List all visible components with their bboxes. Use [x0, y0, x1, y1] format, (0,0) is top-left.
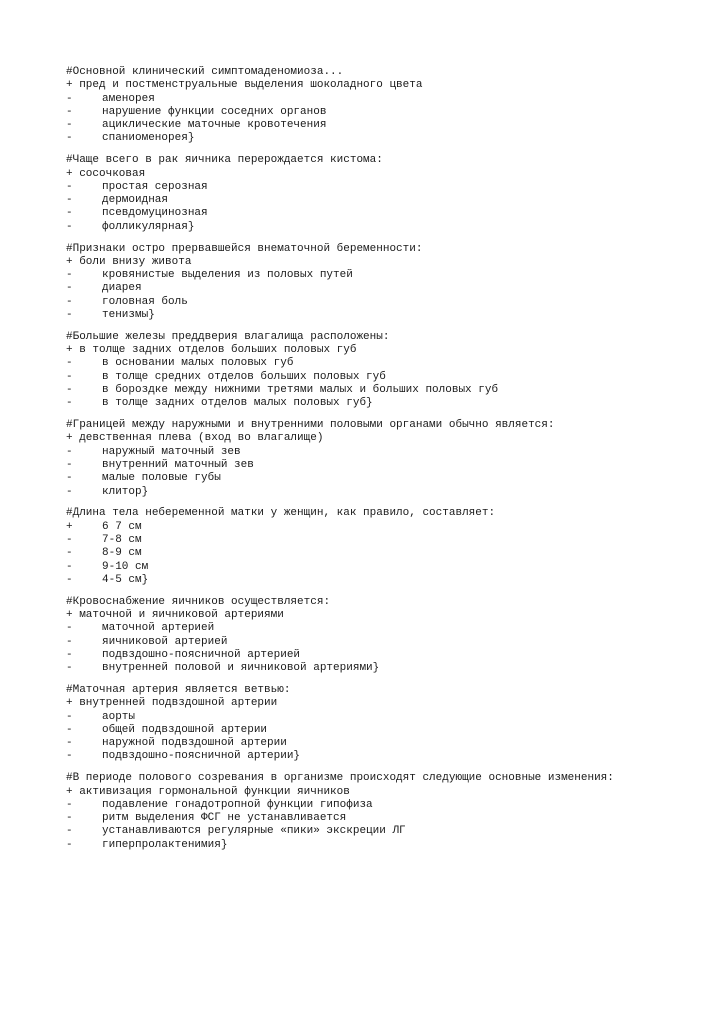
option-marker: - [66, 220, 73, 233]
option-text: яичниковой артерией [102, 635, 228, 648]
answer-option [66, 459, 706, 472]
answer-option [66, 472, 706, 485]
answer-option [66, 357, 706, 370]
answer-option [66, 812, 706, 825]
answer-option [66, 724, 706, 737]
option-text: кровянистые выделения из половых путей [102, 269, 353, 282]
option-marker: - [66, 459, 73, 472]
answer-option [66, 106, 706, 119]
correct-answer: + активизация гормональной функции яичников [66, 785, 350, 798]
answer-option [66, 296, 706, 309]
option-marker: - [66, 207, 73, 220]
option-marker: - [66, 295, 73, 308]
correct-answer: + сосочковая [66, 167, 146, 180]
option-marker: - [66, 737, 73, 750]
option-text: 9-10 см [102, 560, 149, 573]
option-text: устанавливаются регулярные «пики» экскреции ЛГ [102, 825, 406, 838]
option-marker: - [66, 119, 73, 132]
correct-answer: + боли внизу живота [66, 255, 192, 268]
option-marker: - [66, 357, 73, 370]
answer-option [66, 181, 706, 194]
option-text: тенизмы} [102, 309, 155, 322]
option-marker: - [66, 534, 73, 546]
answer-option [66, 371, 706, 384]
option-marker: - [66, 825, 73, 838]
question-text: #Большие железы преддверия влагалища расположены: [66, 330, 390, 343]
answer-option [66, 649, 706, 662]
option-marker: - [66, 92, 73, 105]
option-text: нарушение функции соседних органов [102, 105, 327, 118]
option-marker: - [66, 105, 73, 118]
question-text: #Чаще всего в рак яичника перерождается кистома: [66, 154, 383, 167]
correct-answer: + девственная плева (вход во влагалище) [66, 432, 324, 445]
option-text: диарея [102, 282, 142, 295]
question-block [66, 772, 706, 852]
option-text: внутренней половой и яичниковой артериями} [102, 662, 380, 675]
answer-option [66, 384, 706, 397]
answer-option [66, 521, 706, 534]
option-text: наружный маточный зев [102, 445, 241, 458]
answer-option [66, 282, 706, 295]
answer-option [66, 93, 706, 106]
option-marker: - [66, 445, 73, 458]
answer-option [66, 269, 706, 282]
answer-option [66, 207, 706, 220]
option-text: наружной подвздошной артерии [102, 737, 287, 750]
question-text: #Границей между наружными и внутренними половыми органами обычно является: [66, 419, 555, 432]
option-text: аорты [102, 710, 136, 723]
option-text: псевдомуцинозная [102, 207, 208, 220]
answer-option [66, 221, 706, 234]
option-marker: - [66, 309, 73, 322]
option-marker: - [66, 798, 73, 811]
option-marker: - [66, 269, 73, 282]
option-marker: - [66, 710, 73, 723]
option-text: подавление гонадотропной функции гипофиза [102, 798, 373, 811]
answer-option [66, 119, 706, 132]
option-text: простая серозная [102, 180, 208, 193]
answer-option [66, 737, 706, 750]
question-block [66, 154, 706, 234]
option-marker: - [66, 547, 73, 560]
question-text: #В периоде полового созревания в организме происходят следующие основные изменения: [66, 772, 614, 785]
option-marker: - [66, 648, 73, 661]
option-marker: - [66, 723, 73, 736]
answer-option [66, 622, 706, 635]
answer-option [66, 397, 706, 410]
option-text: 7-8 см [102, 534, 142, 546]
option-text: фолликулярная} [102, 220, 195, 233]
question-block [66, 596, 706, 676]
option-marker: - [66, 485, 73, 498]
answer-option [66, 711, 706, 724]
option-text: 4-5 см} [102, 573, 149, 586]
question-text: #Длина тела небеременной матки у женщин, как правило, составляет: [66, 507, 496, 520]
option-text: в толще средних отделов больших половых губ [102, 370, 386, 383]
answer-option [66, 839, 706, 852]
answer-option [66, 636, 706, 649]
option-marker: - [66, 662, 73, 675]
question-text: #Признаки остро прервавшейся внематочной беременности: [66, 242, 423, 255]
option-text: клитор} [102, 485, 149, 498]
option-marker: - [66, 635, 73, 648]
option-text: в основании малых половых губ [102, 357, 294, 370]
answer-option [66, 534, 706, 547]
answer-option [66, 825, 706, 838]
option-marker: - [66, 622, 73, 635]
option-marker: + [66, 520, 73, 533]
option-marker: - [66, 132, 73, 145]
option-text: подвздошно-поясничной артерии} [102, 750, 301, 763]
option-marker: - [66, 573, 73, 586]
correct-answer: + маточной и яичниковой артериями [66, 608, 284, 621]
option-marker: - [66, 472, 73, 485]
option-text: головная боль [102, 295, 188, 308]
answer-option [66, 309, 706, 322]
option-text: внутренний маточный зев [102, 459, 254, 472]
option-text: спаниоменорея} [102, 132, 195, 145]
option-marker: - [66, 750, 73, 763]
option-marker: - [66, 838, 73, 851]
option-text: гиперпролактенимия} [102, 838, 228, 851]
option-text: 8-9 см [102, 547, 142, 560]
answer-option [66, 547, 706, 560]
option-marker: - [66, 384, 73, 397]
option-text: малые половые губы [102, 472, 221, 485]
option-marker: - [66, 397, 73, 410]
option-text: маточной артерией [102, 622, 215, 635]
question-text: #Кровоснабжение яичников осуществляется: [66, 595, 331, 608]
question-text: #Маточная артерия является ветвью: [66, 683, 291, 696]
question-block [66, 419, 706, 499]
document-page [66, 66, 706, 861]
answer-option [66, 486, 706, 499]
answer-option [66, 561, 706, 574]
option-marker: - [66, 812, 73, 825]
question-block [66, 66, 706, 146]
option-marker: - [66, 180, 73, 193]
answer-option [66, 662, 706, 675]
question-block [66, 507, 706, 587]
correct-answer: + в толще задних отделов больших половых губ [66, 344, 357, 357]
question-text: #Основной клинический симптомаденомиоза... [66, 66, 344, 78]
option-text: общей подвздошной артерии [102, 723, 268, 736]
option-text: в толще задних отделов малых половых губ} [102, 397, 373, 410]
option-marker: - [66, 560, 73, 573]
option-marker: - [66, 370, 73, 383]
option-text: 6 7 см [102, 520, 142, 533]
question-block [66, 684, 706, 764]
option-text: ациклические маточные кровотечения [102, 119, 327, 132]
answer-option [66, 194, 706, 207]
option-marker: - [66, 194, 73, 207]
option-text: подвздошно-поясничной артерией [102, 648, 301, 661]
question-block [66, 331, 706, 411]
option-text: дермоидная [102, 194, 169, 207]
answer-option [66, 574, 706, 587]
answer-option [66, 446, 706, 459]
question-block [66, 243, 706, 323]
answer-option [66, 799, 706, 812]
option-text: аменорея [102, 92, 155, 105]
option-marker: - [66, 282, 73, 295]
option-text: ритм выделения ФСГ не устанавливается [102, 812, 347, 825]
answer-option [66, 132, 706, 145]
answer-option [66, 750, 706, 763]
correct-answer: + пред и постменструальные выделения шоколадного цвета [66, 79, 423, 92]
option-text: в бороздке между нижними третями малых и больших половых губ [102, 384, 499, 397]
correct-answer: + внутренней подвздошной артерии [66, 697, 278, 710]
